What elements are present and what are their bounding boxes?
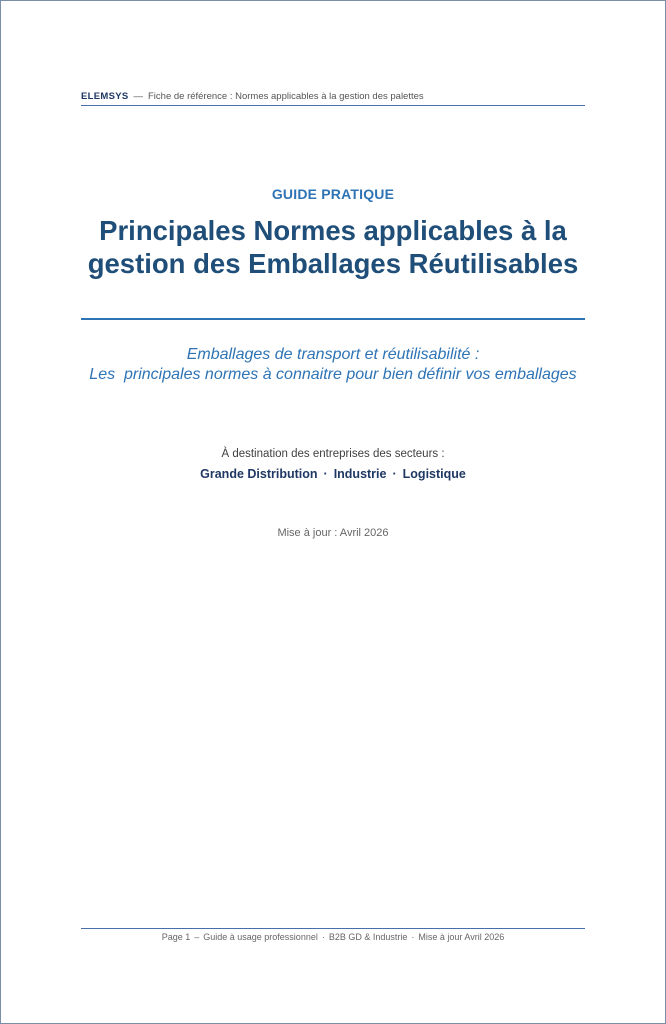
footer-dash: – xyxy=(194,932,200,942)
footer-divider xyxy=(81,928,585,929)
sector-list xyxy=(81,467,585,481)
footer-dot: · xyxy=(321,932,325,942)
update-date: Mise à jour : Avril 2026 xyxy=(277,527,389,539)
footer-dot: · xyxy=(411,932,415,942)
footer-segment: B2B GD & Industrie xyxy=(328,932,408,942)
header-text: Fiche de référence : Normes applicables à la gestion des palettes xyxy=(148,91,424,102)
subtitle-line-1: Emballages de transport et réutilisabilité : xyxy=(186,346,480,363)
header-brand: ELEMSYS xyxy=(81,91,129,102)
sector-industrie: Industrie xyxy=(333,467,387,481)
title-divider xyxy=(81,318,585,320)
running-footer xyxy=(81,932,585,942)
footer-page-number: Page 1 xyxy=(161,932,191,942)
document-subtitle xyxy=(81,345,585,385)
sector-logistique: Logistique xyxy=(402,467,466,481)
subtitle-line-2: Les principales normes à connaitre pour bien définir vos emballages xyxy=(89,366,577,383)
footer-update: Mise à jour Avril 2026 xyxy=(418,932,505,942)
header-separator: — xyxy=(133,91,143,102)
audience-text: À destination des entreprises des secteurs : xyxy=(221,448,445,460)
running-header xyxy=(81,91,585,106)
footer-usage: Guide à usage professionnel xyxy=(203,932,318,942)
sector-separator: · xyxy=(392,467,397,481)
document-title: Principales Normes applicables à la gestion des Emballages Réutilisables xyxy=(87,215,579,279)
sector-separator: · xyxy=(323,467,328,481)
document-kicker: GUIDE PRATIQUE xyxy=(271,186,395,202)
sector-grande-distribution: Grande Distribution xyxy=(200,467,318,481)
